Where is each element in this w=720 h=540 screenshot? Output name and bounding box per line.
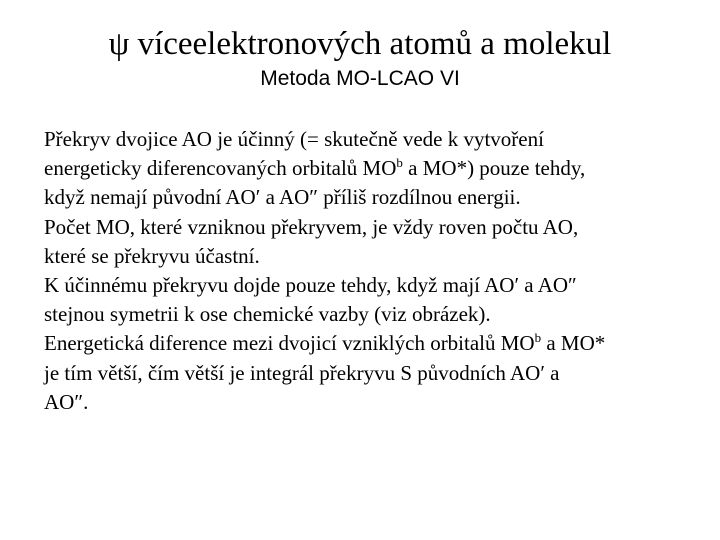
text-line: energeticky diferencovaných orbitalů $MO^b$ a MO*) pouze tehdy, [44, 155, 586, 181]
text-line: které se překryvu účastní. [44, 243, 260, 268]
paragraph-symmetry [44, 271, 710, 329]
paragraph-energy-difference [44, 329, 710, 417]
slide-subtitle: Metoda MO-LCAO VI [260, 67, 460, 90]
text-line: stejnou symetrii k ose chemické vazby (viz obrázek). [44, 302, 491, 327]
paragraph-mo-count [44, 213, 710, 271]
text-line: je tím větší, čím větší je integrál překryvu S původních AO′ a [44, 360, 560, 385]
superscript-b: b [396, 155, 403, 171]
text-line: Energetická diference mezi dvojicí vzniklých orbitalů $MO^b$ a MO* [44, 330, 606, 356]
text-line: K účinnému překryvu dojde pouze tehdy, když mají AO′ a AO″ [44, 273, 577, 298]
text-line: AO″. [44, 389, 89, 414]
text-line: Počet MO, které vzniknou překryvem, je vždy roven počtu AO, [44, 214, 579, 239]
paragraph-overlap-efficiency [44, 125, 710, 213]
text-line: Překryv dvojice AO je účinný (= skutečně vede k vytvoření [44, 127, 544, 151]
slide-title: ψ víceelektronových atomů a molekul [108, 26, 612, 62]
text-line: když nemají původní AO′ a AO″ příliš rozdílnou energii. [44, 185, 521, 210]
superscript-b: b [534, 330, 542, 346]
slide-body [44, 125, 710, 417]
